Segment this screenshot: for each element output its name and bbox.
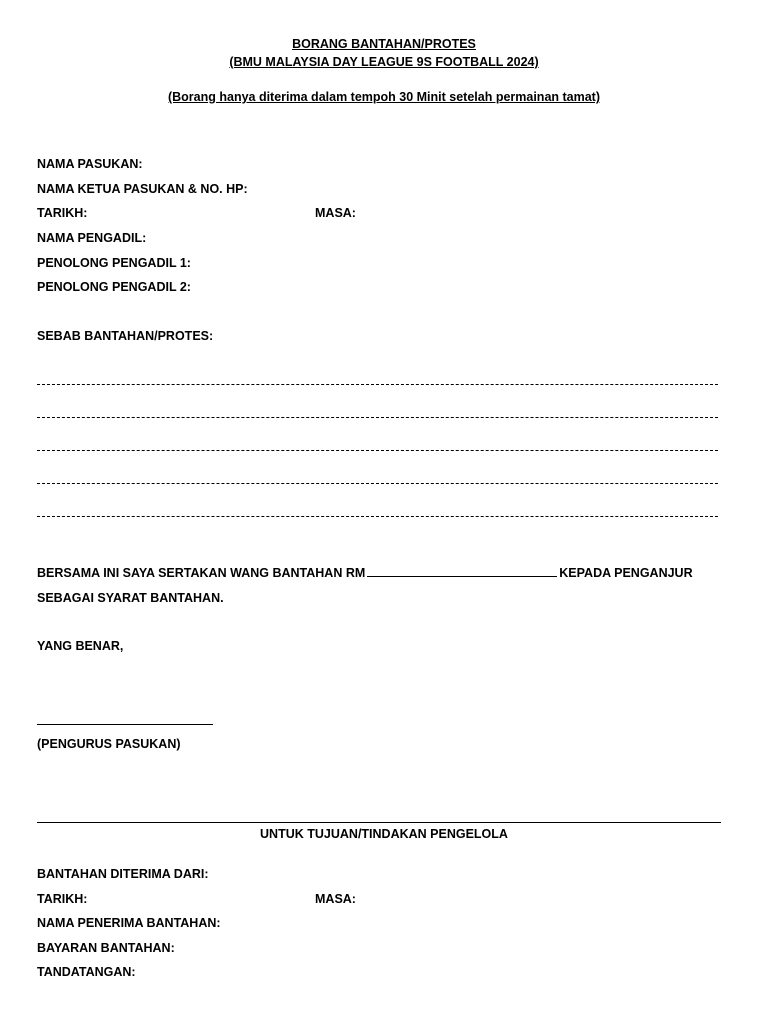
reason-line xyxy=(37,417,718,418)
office-use-heading: UNTUK TUJUAN/TINDAKAN PENGELOLA xyxy=(260,827,508,841)
referee-label: NAMA PENGADIL: xyxy=(37,231,147,245)
reason-line xyxy=(37,384,718,385)
time-label: MASA: xyxy=(315,206,356,220)
section-divider xyxy=(37,822,721,823)
signature-label: TANDATANGAN: xyxy=(37,965,136,979)
office-time-label: MASA: xyxy=(315,892,356,906)
reason-line xyxy=(37,483,718,484)
team-name-label: NAMA PASUKAN: xyxy=(37,157,143,171)
captain-label: NAMA KETUA PASUKAN & NO. HP: xyxy=(37,182,248,196)
assistant-referee-1-label: PENOLONG PENGADIL 1: xyxy=(37,256,191,270)
declaration-text-start: BERSAMA INI SAYA SERTAKAN WANG BANTAHAN RM xyxy=(37,566,366,580)
protest-fee-label: BAYARAN BANTAHAN: xyxy=(37,941,175,955)
declaration-line-2: SEBAGAI SYARAT BANTAHAN. xyxy=(37,591,224,605)
closing-salutation: YANG BENAR, xyxy=(37,639,124,653)
received-from-label: BANTAHAN DITERIMA DARI: xyxy=(37,867,209,881)
office-date-label: TARIKH: xyxy=(37,892,88,906)
declaration-line-1 xyxy=(37,565,693,581)
reason-line xyxy=(37,516,718,517)
team-manager-label: (PENGURUS PASUKAN) xyxy=(37,737,181,751)
amount-blank xyxy=(367,565,557,577)
protest-reason-label: SEBAB BANTAHAN/PROTES: xyxy=(37,329,214,343)
declaration-text-end: KEPADA PENGANJUR xyxy=(559,566,693,580)
form-notice: (Borang hanya diterima dalam tempoh 30 Minit setelah permainan tamat) xyxy=(167,90,601,104)
date-label: TARIKH: xyxy=(37,206,88,220)
form-title: BORANG BANTAHAN/PROTES xyxy=(292,37,476,51)
signature-line xyxy=(37,724,213,725)
form-subtitle: (BMU MALAYSIA DAY LEAGUE 9S FOOTBALL 2024) xyxy=(229,55,539,69)
reason-line xyxy=(37,450,718,451)
receiver-name-label: NAMA PENERIMA BANTAHAN: xyxy=(37,916,221,930)
assistant-referee-2-label: PENOLONG PENGADIL 2: xyxy=(37,280,191,294)
